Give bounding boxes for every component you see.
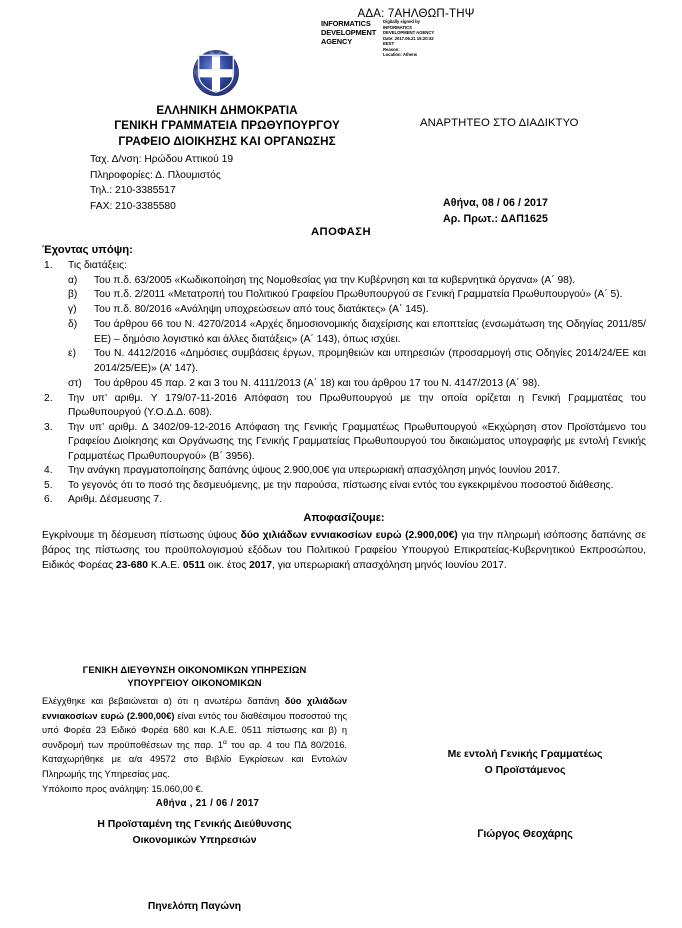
list-item: [42, 493, 646, 508]
financial-signer-title-line-2: Οικονομικών Υπηρεσιών: [132, 834, 257, 846]
contact-person-line: Πληροφορίες: Δ. Πλουμιστός: [90, 169, 221, 181]
signature-detail-line-1: Digitally signed by: [383, 19, 421, 24]
list-item-number: 5.: [44, 479, 53, 491]
provisions-sublist: [68, 274, 646, 392]
letterhead-contact-info: [62, 152, 392, 215]
list-item-number: 1.: [44, 260, 53, 271]
protocol-number: Αρ. Πρωτ.: ΔΑΠ1625: [443, 212, 548, 225]
decision-paragraph: [42, 528, 646, 574]
remaining-balance: Υπόλοιπο προς ανάληψη: 15.060,00 €.: [42, 783, 204, 794]
financial-heading-line-1: ΓΕΝΙΚΗ ΔΙΕΥΘΥΝΣΗ ΟΙΚΟΝΟΜΙΚΩΝ ΥΠΗΡΕΣΙΩΝ: [82, 664, 307, 675]
list-item-text: Του άρθρου 66 του Ν. 4270/2014 «Αρχές δημοσιονομικής διαχείρισης και εποπτείας (ενσωμάτωση της Οδηγίας 2011/85/ΕΕ) – δημόσιο λογιστικό και άλλες διατάξεις» (Α΄ 143), όπως ισχύει.: [94, 318, 646, 345]
phone-line: Τηλ.: 210-3385517: [90, 185, 176, 197]
list-item: [68, 274, 646, 289]
list-item-number: γ): [68, 304, 77, 316]
signature-detail-line-5: EEST: [383, 41, 395, 46]
signature-detail-line-4: Date: 2017.06.21 15:20:32: [383, 35, 434, 41]
list-item-number: στ): [68, 377, 82, 389]
list-item: [42, 259, 646, 392]
list-item-text: Του Ν. 4412/2016 «Δημόσιες συμβάσεις έργων, προμηθειών και υπηρεσιών (προσαρμογή στις Οδηγίες 2014/24/ΕΕ και 2014/25/ΕΕ)» (Α' 147).: [94, 348, 646, 375]
signature-detail-line-7: Location: Athens: [383, 52, 418, 57]
financial-verification-block: [42, 664, 347, 849]
list-item-number: β): [68, 289, 78, 301]
list-item-number: α): [68, 274, 78, 286]
financial-block-heading: [42, 664, 347, 689]
list-item: [42, 464, 646, 479]
date-protocol-block: [443, 196, 673, 227]
list-item: [42, 479, 646, 494]
authority-signature-title: [400, 747, 650, 778]
list-item-text: Την υπ’ αριθμ. Υ 179/07-11-2016 Απόφαση του Πρωθυπουργού με την οποία ορίζεται η Γενική Γραμματέας του Πρωθυπουργού (Υ.Ο.Δ.Δ. 608).: [68, 392, 646, 419]
signature-agency-name: INFORMATICS DEVELOPMENT AGENCY: [321, 19, 377, 47]
publish-notice: ΑΝΑΡΤΗΤΕΟ ΣΤΟ ΔΙΑΔΙΚΤΥΟ: [420, 117, 579, 129]
digital-signature-stamp: [321, 19, 456, 58]
considering-heading: Έχοντας υπόψη:: [42, 244, 133, 256]
letterhead-line-1: ΕΛΛΗΝΙΚΗ ΔΗΜΟΚΡΑΤΙΑ: [156, 104, 298, 117]
list-item-text: Την ανάγκη πραγματοποίησης δαπάνης ύψους 2.900,00€ για υπερωριακή απασχόληση μηνός Ιουνίου 2017.: [68, 465, 561, 477]
list-item: [68, 318, 646, 348]
list-item: [68, 347, 646, 377]
financial-signer-title: [42, 817, 347, 848]
document-body: [42, 244, 646, 574]
greek-coat-of-arms-icon: [192, 48, 240, 98]
letterhead-line-2: ΓΕΝΙΚΗ ΓΡΑΜΜΑΤΕΙΑ ΠΡΩΘΥΠΟΥΡΓΟΥ: [114, 119, 340, 133]
list-item-number: 6.: [44, 494, 53, 506]
list-item-text: Τις διατάξεις:: [68, 260, 127, 271]
list-item: [42, 392, 646, 421]
decision-foreas-code: 23-680: [115, 560, 148, 572]
place-date: Αθήνα, 08 / 06 / 2017: [443, 197, 549, 209]
decision-part-2: για την πληρωμή ισόποσης δαπάνης σε βάρος της πίστωσης του προϋπολογισμού εξόδων του Πολιτικού Γραφείου Υπουργού Επικρατείας-Κυβερνητικού Εκπροσώπου, Ειδικός Φορέας: [42, 529, 646, 572]
financial-signer-name: Πηνελόπη Παγώνη: [147, 901, 242, 912]
letterhead-title: [62, 103, 392, 149]
financial-text-part-3: του αρ. 4 του ΠΔ 80/2016. Καταχωρήθηκε με α/α 49572 στο Βιβλίο Εγκρίσεων και Εντολών Πληρωμής της Υπηρεσίας μας.: [42, 739, 347, 779]
decision-fiscal-year: 2017: [249, 560, 272, 572]
list-item: [42, 421, 646, 465]
list-item-text: Του π.δ. 63/2005 «Κωδικοποίηση της Νομοθεσίας για την Κυβέρνηση και τα κυβερνητικά όργανα» (Α΄ 98).: [94, 274, 576, 286]
fax-line: FAX: 210-3385580: [90, 200, 176, 212]
signature-details: [383, 19, 455, 58]
list-item-text: Του π.δ. 80/2016 «Ανάληψη υποχρεώσεων από τους διατάκτες» (Α΄ 145).: [94, 304, 429, 316]
list-item: [68, 288, 646, 303]
financial-verification-text: [42, 694, 347, 781]
list-item-text: Του π.δ. 2/2011 «Μετατροπή του Πολιτικού Γραφείου Πρωθυπουργού σε Γενική Γραμματεία Πρωθυπουργού» (Α΄ 5).: [94, 289, 623, 301]
list-item: [68, 303, 646, 318]
financial-amount-words: δύο χιλιάδων εννιακοσίων ευρώ (2.900,00€): [42, 696, 347, 721]
financial-text-superscript: α: [222, 738, 227, 746]
financial-heading-line-2: ΥΠΟΥΡΓΕΙΟΥ ΟΙΚΟΝΟΜΙΚΩΝ: [127, 676, 262, 688]
decision-part-1: Εγκρίνουμε τη δέσμευση πίστωσης ύψους: [42, 529, 241, 541]
list-item-number: δ): [68, 318, 78, 330]
decision-part-3: Κ.Α.Ε.: [147, 560, 183, 572]
document-title: ΑΠΟΦΑΣΗ: [310, 226, 372, 238]
address-line: Ταχ. Δ/νση: Ηρώδου Αττικού 19: [90, 153, 234, 165]
list-item-number: 3.: [44, 421, 53, 433]
letterhead: [62, 103, 392, 214]
list-item: [68, 377, 646, 392]
list-item-text: Το γεγονός ότι το ποσό της δεσμευόμενης, με την παρούσα, πίστωσης είναι εντός του εγκεκριμένου ποσοστού διάθεσης.: [68, 479, 614, 491]
authority-signature-line-1: Με εντολή Γενικής Γραμματέως: [447, 749, 603, 760]
list-item-number: ε): [68, 348, 76, 360]
decision-kae-code: 0511: [182, 560, 206, 572]
decision-part-5: , για υπερωριακή απασχόληση μηνός Ιουνίου 2017.: [271, 560, 507, 572]
decision-part-4: οικ. έτος: [205, 560, 250, 572]
financial-text-part-1: Ελέγχθηκε και βεβαιώνεται α) ότι η ανωτέρω δαπάνη: [42, 696, 285, 707]
authority-signer-name: Γιώργος Θεοχάρης: [477, 828, 573, 840]
letterhead-line-3: ΓΡΑΦΕΙΟ ΔΙΟΙΚΗΣΗΣ ΚΑΙ ΟΡΓΑΝΩΣΗΣ: [118, 134, 336, 148]
list-item-text: Αριθμ. Δέσμευσης 7.: [68, 494, 162, 506]
authority-signature-line-2: Ο Προϊστάμενος: [484, 764, 566, 776]
considering-list: [42, 259, 646, 508]
list-item-text: Την υπ’ αριθμ. Δ 3402/09-12-2016 Απόφαση της Γενικής Γραμματέως Πρωθυπουργού «Εκχώρηση στον Προϊστάμενο του Γραφείου Διοίκησης και Οργάνωσης της Γενικής Γραμματείας Πρωθυπουργού του δικαιώματος υπογραφής με εντολή Γενικής Γραμματέως Πρωθυπουργού» (Β΄ 3956).: [68, 421, 646, 462]
financial-signer-title-line-1: Η Προϊσταμένη της Γενικής Διεύθυνσης: [97, 819, 292, 831]
sublist-wrapper: [68, 274, 646, 392]
list-item-number: 4.: [44, 465, 53, 477]
ada-reference-text: ΑΔΑ: 7ΑΗΛΘΩΠ-ΤΗΨ: [357, 8, 475, 20]
financial-block-date: Αθήνα , 21 / 06 / 2017: [155, 798, 260, 810]
list-item-text: Του άρθρου 45 παρ. 2 και 3 του Ν. 4111/2013 (Α΄ 18) και του άρθρου 17 του Ν. 4147/2013 (Α΄ 98).: [94, 377, 541, 389]
signature-detail-line-2: INFORMATICS: [383, 24, 412, 30]
signature-detail-line-3: DEVELOPMENT AGENCY: [383, 30, 435, 35]
signature-detail-line-6: Reason:: [383, 46, 400, 52]
decision-amount-words: δύο χιλιάδων εννιακοσίων ευρώ (2.900,00€): [240, 529, 458, 541]
decide-heading: Αποφασίζουμε:: [303, 511, 385, 524]
list-item-number: 2.: [44, 392, 53, 404]
financial-text-part-2: είναι εντός του διαθέσιμου ποσοστού της υπό Φορέα 23 Ειδικό Φορέα 680 και Κ.Α.Ε. 0511 πίστωσης και β) η συνδρομή των προϋποθέσεων της παρ. 1: [42, 710, 347, 750]
